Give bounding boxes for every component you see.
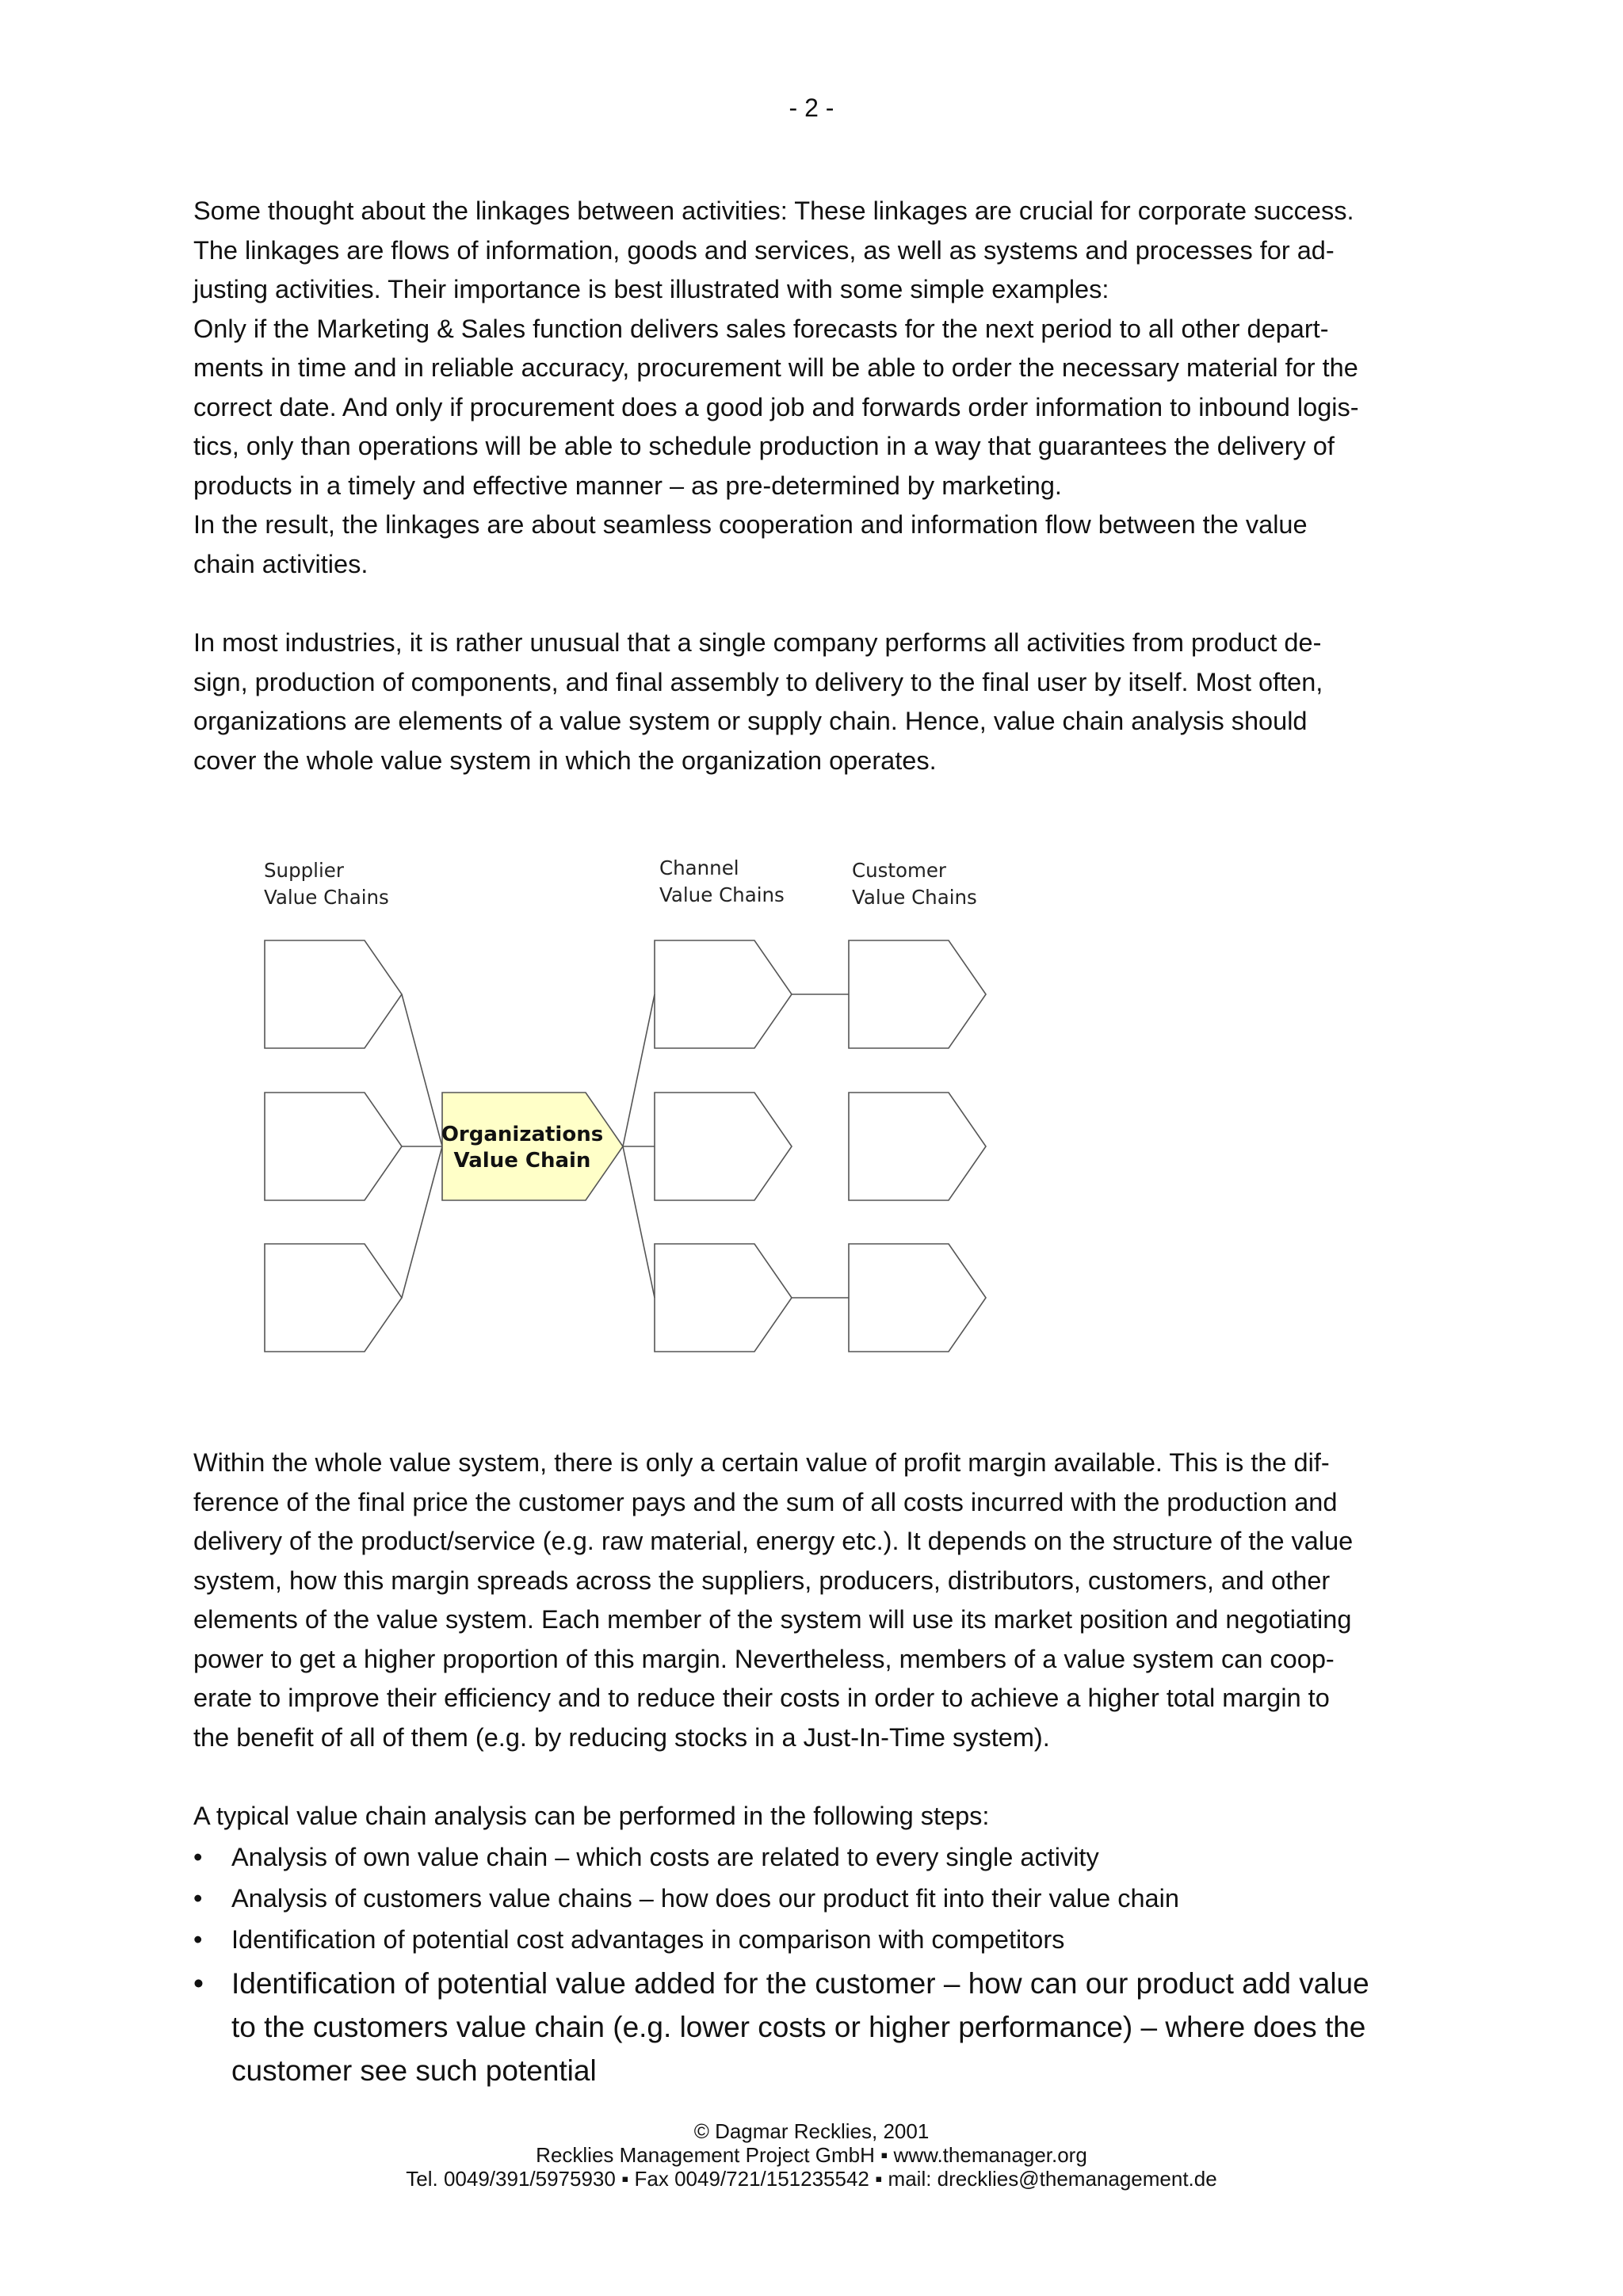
connector-line [623, 1146, 655, 1298]
channel-chain-shape [655, 1093, 792, 1200]
text-line: power to get a higher proportion of this margin. Nevertheless, members of a value system can coop- [193, 1644, 1335, 1673]
list-item [193, 1919, 1461, 1960]
organization-label-line2: Value Chain [453, 1149, 591, 1173]
channel-chain-shape [655, 940, 792, 1048]
list-item-text: Analysis of customers value chains – how does our product fit into their value chain [231, 1884, 1179, 1913]
text-line: cover the whole value system in which the organization operates. [193, 746, 937, 775]
profit-margin-paragraph [193, 1444, 1438, 1757]
footer-contact: Tel. 0049/391/5975930 ▪ Fax 0049/721/151235542 ▪ mail: drecklies@themanagement.de [406, 2167, 1217, 2191]
customer-label-line1: Customer [852, 859, 947, 882]
steps-list [193, 1836, 1461, 2092]
channel-label-line1: Channel [659, 856, 739, 879]
bullet-icon: • [193, 1884, 203, 1913]
text-line: products in a timely and effective manner – as pre-determined by marketing. [193, 471, 1062, 500]
text-line: In the result, the linkages are about seamless cooperation and information flow between the value [193, 510, 1308, 539]
text-line: justing activities. Their importance is best illustrated with some simple examples: [193, 275, 1109, 303]
bullet-icon: • [193, 1967, 204, 2000]
connector-line [402, 1146, 442, 1298]
text-line: erate to improve their efficiency and to reduce their costs in order to achieve a higher total margin to [193, 1684, 1330, 1712]
supplier-chain-shape [265, 1093, 402, 1200]
bullet-icon: • [193, 1925, 203, 1954]
text-line: In most industries, it is rather unusual that a single company performs all activities from product de- [193, 628, 1322, 657]
text-line: organizations are elements of a value system or supply chain. Hence, value chain analysis should [193, 707, 1308, 735]
organization-chain-shape [442, 1093, 623, 1200]
text-line: the benefit of all of them (e.g. by reducing stocks in a Just-In-Time system). [193, 1722, 1050, 1752]
text-line: Only if the Marketing & Sales function delivers sales forecasts for the next period to all other depart- [193, 314, 1329, 343]
footer-company: Recklies Management Project GmbH ▪ www.themanager.org [536, 2143, 1087, 2167]
customer-label-line2: Value Chains [852, 886, 977, 909]
customer-chain-shape [849, 1244, 986, 1352]
footer-copyright: © Dagmar Recklies, 2001 [693, 2119, 930, 2143]
value-system-diagram [0, 824, 1623, 1379]
list-item-text-line: Identification of potential value added for the customer – how can our product add value [231, 1967, 1369, 2000]
supplier-label-line2: Value Chains [264, 886, 389, 909]
connector-line [402, 994, 442, 1146]
supplier-chain-shape [265, 940, 402, 1048]
text-line: Within the whole value system, there is only a certain value of profit margin available. This is the dif- [193, 1448, 1330, 1477]
text-line: delivery of the product/service (e.g. raw material, energy etc.). It depends on the structure of the value [193, 1527, 1354, 1555]
list-item [193, 1878, 1461, 1919]
customer-chain-shape [849, 940, 986, 1048]
value-system-paragraph [193, 624, 1438, 780]
text-line: A typical value chain analysis can be performed in the following steps: [193, 1802, 990, 1830]
text-line: Some thought about the linkages between activities: These linkages are crucial for corporate success. [193, 196, 1354, 225]
text-line: elements of the value system. Each member of the system will use its market position and negotiating [193, 1605, 1352, 1634]
list-item [193, 1836, 1461, 1878]
supplier-chain-shape [265, 1244, 402, 1352]
list-item-text: Identification of potential cost advantages in comparison with competitors [231, 1925, 1065, 1954]
text-line: correct date. And only if procurement does a good job and forwards order information to inbound logis- [193, 392, 1359, 421]
channel-label-line2: Value Chains [659, 883, 785, 906]
linkages-paragraph [193, 192, 1438, 584]
page-number: - 2 - [789, 93, 834, 122]
steps-intro [193, 1797, 1438, 1836]
connector-line [623, 994, 655, 1146]
channel-chain-shape [655, 1244, 792, 1352]
list-item-text: Analysis of own value chain – which costs are related to every single activity [231, 1843, 1099, 1871]
text-line: chain activities. [193, 549, 369, 578]
list-item [193, 1962, 1461, 2092]
text-line: ference of the final price the customer pays and the sum of all costs incurred with the production and [193, 1487, 1338, 1516]
list-item-text-line: customer see such potential [231, 2054, 597, 2087]
supplier-label-line1: Supplier [264, 859, 344, 882]
list-item-text-line: to the customers value chain (e.g. lower costs or higher performance) – where does the [231, 2011, 1366, 2043]
text-line: The linkages are flows of information, goods and services, as well as systems and processes for ad- [193, 235, 1335, 265]
organization-label-line1: Organizations [441, 1123, 604, 1146]
text-line: system, how this margin spreads across the suppliers, producers, distributors, customers, and other [193, 1566, 1331, 1595]
bullet-icon: • [193, 1843, 203, 1871]
customer-chain-shape [849, 1093, 986, 1200]
text-line: ments in time and in reliable accuracy, procurement will be able to order the necessary material for the [193, 353, 1358, 382]
text-line: sign, production of components, and final assembly to delivery to the final user by itself. Most often, [193, 667, 1323, 696]
text-line: tics, only than operations will be able to schedule production in a way that guarantees the delivery of [193, 432, 1335, 460]
